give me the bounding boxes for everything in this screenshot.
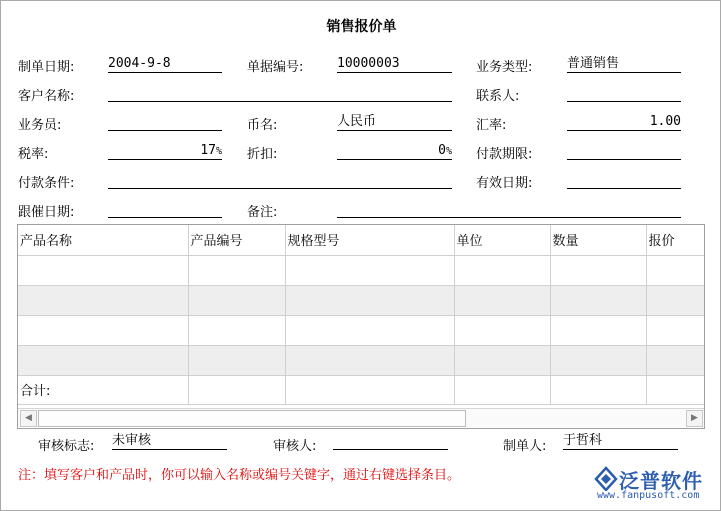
discount-label: 折扣:: [247, 147, 278, 162]
valid-date-field[interactable]: [567, 172, 681, 189]
audit-flag-field[interactable]: 未审核: [112, 433, 227, 450]
total-label: 合计:: [18, 375, 188, 404]
table-cell[interactable]: [454, 345, 550, 375]
tax-label: 税率:: [18, 147, 49, 162]
contact-field[interactable]: [567, 85, 681, 102]
column-header-spec[interactable]: 规格型号: [285, 225, 454, 255]
table-cell[interactable]: [550, 345, 646, 375]
brand-name: 泛普软件: [619, 469, 703, 493]
table-row[interactable]: [18, 345, 705, 375]
tax-value: 17: [200, 143, 216, 158]
table-cell[interactable]: [18, 255, 188, 285]
tax-field[interactable]: [108, 143, 222, 160]
currency-label: 币名:: [247, 118, 278, 133]
form-title: 销售报价单: [326, 19, 397, 35]
discount-unit: %: [445, 146, 452, 157]
order-date-label: 制单日期:: [18, 60, 75, 75]
pay-term-field[interactable]: [567, 143, 681, 160]
salesman-field[interactable]: [108, 114, 222, 131]
pay-term-label: 付款期限:: [476, 147, 533, 162]
followup-date-label: 跟催日期:: [18, 205, 75, 220]
fanpu-logo-icon: [593, 465, 619, 491]
followup-date-field[interactable]: [108, 201, 222, 218]
rate-label: 汇率:: [476, 118, 507, 133]
table-cell[interactable]: [188, 255, 285, 285]
rate-field[interactable]: 1.00: [567, 114, 681, 131]
salesman-label: 业务员:: [18, 118, 62, 133]
table-cell[interactable]: [454, 255, 550, 285]
brand-logo: [593, 464, 719, 504]
remark-label: 备注:: [247, 205, 278, 220]
table-cell[interactable]: [454, 315, 550, 345]
table-cell[interactable]: [285, 255, 454, 285]
scroll-left-icon[interactable]: ◀: [20, 410, 37, 427]
table-cell[interactable]: [646, 345, 705, 375]
scrollbar-thumb[interactable]: [38, 410, 466, 427]
remark-field[interactable]: [337, 201, 681, 218]
discount-field[interactable]: [337, 143, 452, 160]
column-header-price[interactable]: 报价: [646, 225, 705, 255]
biz-type-field[interactable]: 普通销售: [567, 56, 681, 73]
currency-field[interactable]: 人民币: [337, 114, 452, 131]
contact-label: 联系人:: [476, 89, 520, 104]
pay-cond-field[interactable]: [108, 172, 452, 189]
table-row[interactable]: [18, 255, 705, 285]
column-header-product-code[interactable]: 产品编号: [188, 225, 285, 255]
total-row: [18, 375, 705, 404]
maker-field[interactable]: 于哲科: [563, 433, 678, 450]
column-header-quantity[interactable]: 数量: [550, 225, 646, 255]
customer-label: 客户名称:: [18, 89, 75, 104]
table-cell[interactable]: [188, 315, 285, 345]
customer-field[interactable]: [108, 85, 452, 102]
product-grid: [17, 224, 705, 429]
table-cell[interactable]: [285, 345, 454, 375]
maker-label: 制单人:: [503, 439, 547, 454]
table-row[interactable]: [18, 315, 705, 345]
brand-url: www.fanpusoft.com: [597, 490, 700, 501]
table-cell[interactable]: [285, 315, 454, 345]
grid-header-row: [18, 225, 705, 255]
table-cell[interactable]: [285, 285, 454, 315]
order-date-field[interactable]: 2004-9-8: [108, 56, 222, 73]
product-table: [18, 225, 705, 405]
auditor-label: 审核人:: [273, 439, 317, 454]
pay-cond-label: 付款条件:: [18, 176, 75, 191]
table-cell[interactable]: [18, 345, 188, 375]
scroll-right-icon[interactable]: ▶: [686, 410, 703, 427]
valid-date-label: 有效日期:: [476, 176, 533, 191]
table-cell[interactable]: [188, 345, 285, 375]
audit-flag-label: 审核标志:: [38, 439, 95, 454]
table-cell[interactable]: [646, 315, 705, 345]
horizontal-scrollbar[interactable]: [18, 408, 704, 427]
table-cell[interactable]: [646, 255, 705, 285]
doc-no-field[interactable]: 10000003: [337, 56, 452, 73]
table-cell[interactable]: [454, 285, 550, 315]
table-cell[interactable]: [550, 285, 646, 315]
doc-no-label: 单据编号:: [247, 60, 304, 75]
table-cell[interactable]: [18, 285, 188, 315]
biz-type-label: 业务类型:: [476, 60, 533, 75]
hint-note: 注：填写客户和产品时，你可以输入名称或编号关键字，通过右键选择条目。: [18, 468, 461, 483]
discount-value: 0: [438, 143, 446, 158]
table-cell[interactable]: [550, 315, 646, 345]
table-row[interactable]: [18, 285, 705, 315]
table-cell[interactable]: [550, 255, 646, 285]
table-cell[interactable]: [18, 315, 188, 345]
column-header-product-name[interactable]: 产品名称: [18, 225, 188, 255]
table-cell[interactable]: [188, 285, 285, 315]
column-header-unit[interactable]: 单位: [454, 225, 550, 255]
auditor-field[interactable]: [333, 433, 448, 450]
tax-unit: %: [215, 146, 222, 157]
table-cell[interactable]: [646, 285, 705, 315]
